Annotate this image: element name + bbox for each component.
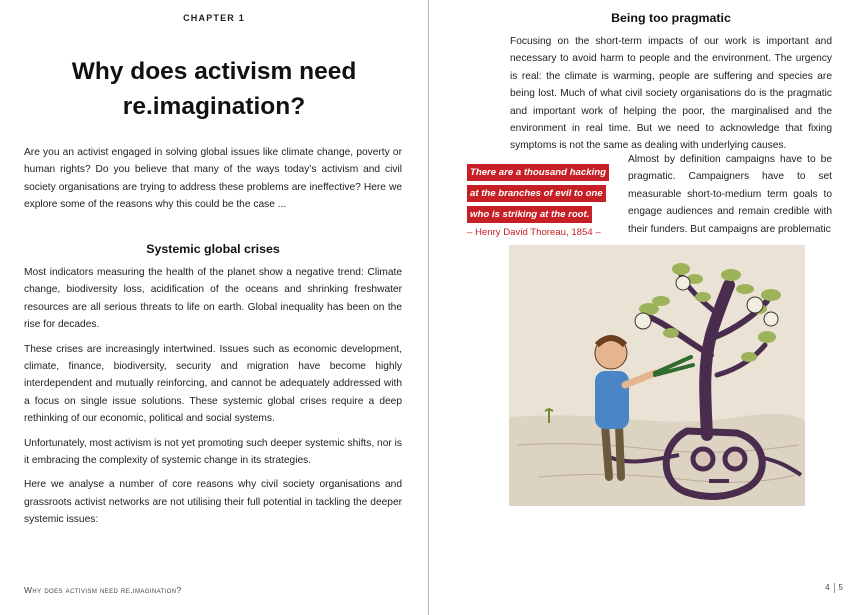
title-line-1: Why does activism need (71, 58, 357, 85)
pull-quote (467, 162, 612, 240)
section-heading-right: Being too pragmatic (611, 11, 731, 25)
page-number-right: 5 (838, 583, 843, 593)
left-page (0, 0, 428, 615)
quote-line: who is striking at the root. (467, 206, 592, 223)
right-paragraph: Focusing on the short-term impacts of our work is important and necessary to avoid harm to people and the environment. The urgency is real: the climate is warming, people are suffering and species are being lost. Much of what civil society organisations do is the pragmatic and important work of helping the poor, the marginalised and the environment in real time. But we need to acknowledge that fixing symptoms is not the same as dealing with underlying causes. (510, 36, 832, 152)
body-paragraph: These crises are increasingly intertwined. Issues such as economic development, climate, finance, biodiversity, security and migration have become highly interdependent and mutually reinforcing, and cannot be adequately addressed with a focus on single issue solutions. These systemic global crises require a deep rethinking of our economic, political and social systems. (24, 343, 402, 425)
section-body (24, 264, 402, 536)
quote-line: There are a thousand hacking (467, 164, 609, 181)
page-number-divider (834, 583, 835, 593)
skull-eye-left (693, 449, 713, 469)
section-heading: Systemic global crises (146, 242, 280, 256)
quote-attribution: – Henry David Thoreau, 1854 – (467, 227, 601, 238)
body-paragraph: Here we analyse a number of core reasons why civil society organisations and grassroots activist networks are not utilising their full potential in tackling the deeper systemic issues: (24, 479, 402, 526)
activist-tree-illustration (509, 245, 805, 506)
intro-paragraph: Are you an activist engaged in solving global issues like climate change, poverty or human rights? Do you believe that many of the ways today’s activism and civil society organisations are trying to address these problems are ineffective? Here we explore some of the reasons why this could be the case ... (24, 147, 402, 211)
title-line-2: re.imagination? (122, 93, 306, 120)
page-title (20, 54, 408, 124)
page-numbers (825, 583, 843, 593)
body-paragraph: Unfortunately, most activism is not yet promoting such deeper systemic shifts, nor is it embracing the complexity of systemic change in its strategies. (24, 437, 402, 467)
wrap-paragraph: Almost by definition campaigns have to be pragmatic. Campaigners have to set measurable short-to-medium term goals to engage audiences and remain credible with their funders. But campaigns are problematic (628, 154, 832, 235)
chapter-label: CHAPTER 1 (183, 13, 245, 23)
running-footer-text: Why does activism need re.imagination? (24, 585, 182, 595)
running-footer (24, 585, 182, 595)
skull-eye-right (725, 449, 745, 469)
page-number-left: 4 (825, 583, 830, 593)
quote-line: at the branches of evil to one (467, 185, 606, 202)
body-paragraph: Most indicators measuring the health of the planet show a negative trend: Climate change, biodiversity loss, acidification of the oceans and shrinking freshwater resources are all serious threats to life on earth. Global inequality has been on the rise for decades. (24, 267, 402, 331)
